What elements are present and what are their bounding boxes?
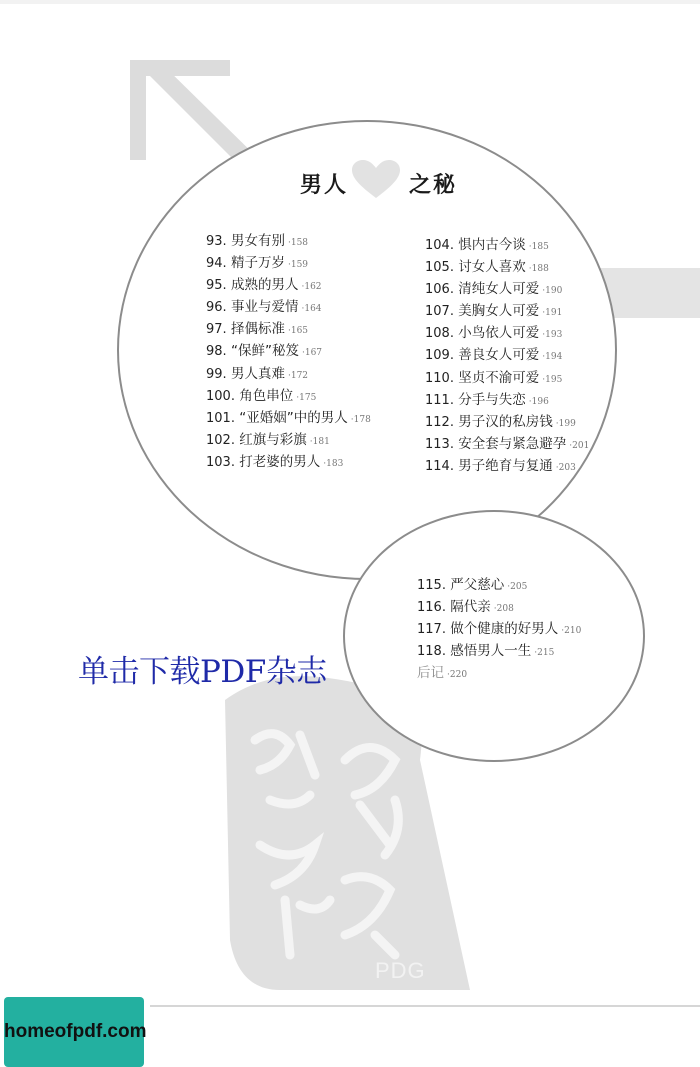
toc-right-column	[425, 234, 589, 477]
toc-item-title: 讨女人喜欢	[458, 259, 526, 276]
toc-item-number: 95.	[206, 278, 227, 294]
toc-item-title: “保鲜”秘笈	[230, 343, 299, 360]
toc-item-number: 105.	[425, 260, 454, 276]
toc-item[interactable]	[206, 296, 371, 318]
toc-item-number: 110.	[425, 370, 454, 386]
toc-item-title: 安全套与紧急避孕	[458, 435, 567, 452]
toc-item[interactable]	[425, 411, 589, 433]
site-badge-label: homeofpdf.com	[4, 1021, 147, 1042]
toc-item-number: 115.	[417, 578, 446, 593]
toc-item-number: 109.	[425, 348, 454, 364]
toc-item-number: 117.	[417, 622, 446, 638]
toc-item-number: 118.	[417, 644, 446, 660]
toc-item-page: ·194	[542, 352, 563, 363]
toc-item-title: 角色串位	[239, 387, 294, 404]
section-title-right: 之秘	[409, 173, 458, 198]
toc-item-title: 隔代亲	[450, 599, 491, 616]
toc-item[interactable]	[417, 618, 581, 640]
toc-item-number: 113.	[425, 436, 454, 452]
toc-item-page: ·172	[287, 370, 309, 381]
toc-item[interactable]	[206, 318, 371, 340]
toc-item-number: 107.	[425, 304, 454, 320]
toc-item-page: ·162	[301, 282, 322, 293]
toc-item-page: ·159	[287, 260, 309, 271]
toc-item-title: 男子绝育与复通	[458, 457, 553, 474]
toc-item[interactable]	[425, 389, 589, 411]
toc-item[interactable]	[206, 385, 371, 407]
toc-item-number: 104.	[425, 238, 454, 253]
toc-item-page: ·190	[542, 286, 563, 297]
toc-item-page: ·158	[287, 238, 309, 248]
toc-item-page: ·188	[528, 264, 549, 275]
toc-item-title: 红旗与彩旗	[239, 431, 307, 448]
toc-item-number: 116.	[417, 600, 446, 616]
toc-item-title: 精子万岁	[230, 255, 285, 272]
toc-item-title: 善良女人可爱	[458, 347, 540, 364]
toc-item-page: ·208	[493, 604, 514, 615]
toc-item-title: 择偶标准	[230, 321, 285, 338]
toc-item[interactable]	[206, 429, 371, 451]
toc-item-page: ·175	[296, 392, 317, 403]
toc-item[interactable]	[425, 234, 589, 256]
toc-item-page: ·203	[555, 462, 576, 473]
toc-item-title: 做个健康的好男人	[450, 621, 559, 638]
seal-text: PDG	[375, 958, 426, 983]
toc-item[interactable]	[417, 640, 581, 662]
toc-item[interactable]	[425, 300, 589, 322]
toc-item-title: 清纯女人可爱	[458, 281, 540, 298]
heart-icon	[350, 160, 402, 200]
toc-item-number: 98.	[206, 344, 227, 360]
toc-item[interactable]	[425, 256, 589, 278]
toc-item-page: ·164	[301, 304, 322, 315]
toc-bottom-column	[417, 574, 581, 684]
toc-item[interactable]	[206, 451, 371, 473]
toc-item-number: 103.	[206, 454, 235, 470]
toc-item-title: 事业与爱情	[230, 299, 299, 316]
toc-item-number: 112.	[425, 414, 454, 430]
toc-item-number: 114.	[425, 458, 454, 474]
toc-item[interactable]	[206, 363, 371, 385]
toc-item-page: ·199	[555, 418, 576, 429]
toc-item-title: 男子汉的私房钱	[458, 413, 553, 430]
toc-item-number: 106.	[425, 282, 454, 298]
toc-item-number: 94.	[206, 256, 227, 272]
toc-item-page: ·185	[528, 242, 549, 252]
toc-item-page: ·195	[542, 374, 563, 385]
toc-item-page: ·167	[301, 348, 323, 359]
toc-item-title: 后记	[417, 665, 444, 682]
toc-item[interactable]	[425, 278, 589, 300]
toc-item-page: ·193	[542, 330, 563, 341]
toc-item-number: 97.	[206, 322, 227, 338]
toc-item[interactable]	[425, 322, 589, 344]
download-pdf-link[interactable]: 单击下载PDF杂志	[78, 654, 327, 690]
toc-item-page: ·181	[309, 436, 330, 447]
toc-item-page: ·196	[528, 396, 549, 407]
toc-item-page: ·165	[287, 326, 309, 337]
toc-item[interactable]	[425, 367, 589, 389]
section-title-left: 男人	[300, 173, 349, 198]
toc-item-title: 感悟男人一生	[450, 643, 532, 660]
toc-item-title: 打老婆的男人	[239, 453, 321, 470]
toc-item-page: ·183	[323, 458, 344, 469]
toc-item-page: ·205	[507, 582, 528, 592]
toc-item-title: 分手与失恋	[458, 391, 526, 408]
toc-item[interactable]	[206, 340, 371, 362]
toc-item[interactable]	[417, 662, 581, 684]
toc-item-title: 惧内古今谈	[458, 237, 526, 253]
toc-item-number: 99.	[206, 366, 227, 382]
toc-item-number: 101.	[206, 410, 235, 426]
toc-item-number: 96.	[206, 300, 227, 316]
toc-item-title: 美胸女人可爱	[458, 303, 540, 320]
toc-item[interactable]	[425, 344, 589, 366]
toc-item[interactable]	[206, 252, 371, 274]
toc-item-page: ·178	[350, 414, 371, 425]
toc-item-page: ·215	[534, 648, 555, 659]
toc-item-title: “亚婚姻”中的男人	[239, 409, 348, 426]
toc-item[interactable]	[206, 274, 371, 296]
toc-item-title: 严父慈心	[450, 577, 505, 593]
toc-item-page: ·191	[542, 308, 563, 319]
toc-item[interactable]	[425, 433, 589, 455]
toc-item-page: ·210	[561, 626, 582, 637]
toc-item[interactable]	[206, 407, 371, 429]
toc-item-title: 成熟的男人	[230, 277, 299, 294]
toc-item[interactable]	[417, 596, 581, 618]
toc-item-number: 93.	[206, 234, 227, 249]
toc-item[interactable]	[206, 230, 371, 252]
toc-item[interactable]	[425, 455, 589, 477]
toc-item-page: ·201	[569, 440, 590, 451]
toc-item-number: 108.	[425, 326, 454, 342]
toc-item-number: 111.	[425, 392, 454, 408]
toc-item-number: 100.	[206, 388, 235, 404]
site-badge[interactable]	[4, 997, 147, 1067]
toc-item-title: 男女有别	[230, 233, 285, 249]
toc-item-number: 102.	[206, 432, 235, 448]
toc-item-title: 男人真难	[230, 365, 285, 382]
toc-item-page: ·220	[447, 670, 468, 681]
toc-left-column	[206, 230, 371, 473]
toc-item-title: 小鸟依人可爱	[458, 325, 540, 342]
toc-item-title: 坚贞不渝可爱	[458, 369, 540, 386]
toc-item[interactable]	[417, 574, 581, 596]
